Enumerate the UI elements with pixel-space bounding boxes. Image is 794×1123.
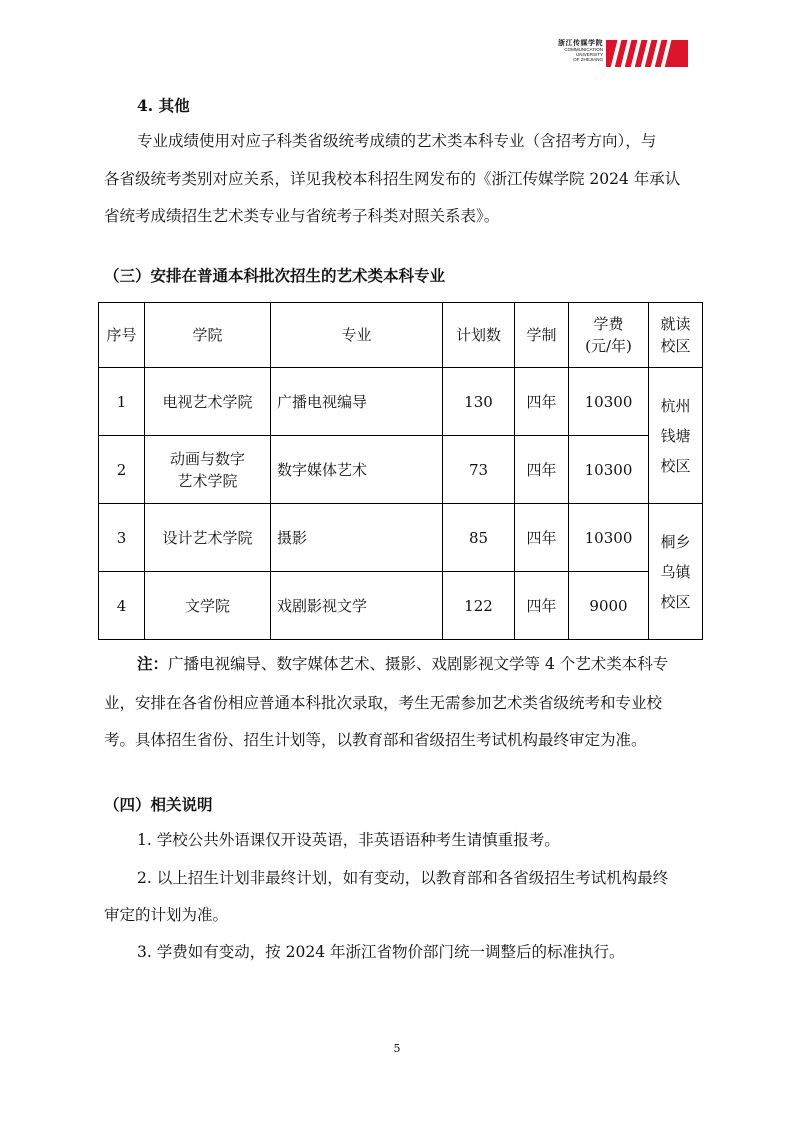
campus-line: 杭州 <box>660 396 691 415</box>
cell-plan: 122 <box>443 572 515 640</box>
note-line-1 <box>137 654 668 674</box>
cell-no: 1 <box>99 368 145 436</box>
note-label: 注： <box>137 654 169 673</box>
campus-line: 桐乡 <box>660 532 691 551</box>
note-text: 广播电视编导、数字媒体艺术、摄影、戏剧影视文学等 4 个艺术类本科专 <box>168 655 669 673</box>
logo-text <box>543 38 603 62</box>
cell-duration: 四年 <box>515 436 569 504</box>
cell-fee: 10300 <box>569 436 649 504</box>
cell-college: 设计艺术学院 <box>145 504 271 572</box>
header-campus-line2: 校区 <box>660 337 691 355</box>
header-cell-no: 序号 <box>99 303 145 368</box>
header-cell-plan: 计划数 <box>443 303 515 368</box>
header-fee-line2: (元/年) <box>585 337 632 355</box>
header-fee-line1: 学费 <box>593 315 624 333</box>
paragraph-line: 省统考成绩招生艺术类专业与省统考子科类对照关系表》。 <box>104 207 500 225</box>
notes-item-1: 1. 学校公共外语课仅开设英语，非英语语种考生请慎重报考。 <box>137 831 560 849</box>
cell-major: 广播电视编导 <box>271 368 443 436</box>
cell-no: 4 <box>99 572 145 640</box>
table-header-row <box>99 303 703 368</box>
page-number: 5 <box>393 1042 401 1055</box>
cell-no: 2 <box>99 436 145 504</box>
header-cell-major: 专业 <box>271 303 443 368</box>
header-cell-fee <box>569 303 649 368</box>
section-heading-other: 4. 其他 <box>137 96 190 115</box>
logo-chinese-name: 浙江传媒学院 <box>558 38 603 47</box>
section-heading-art-majors: （三）安排在普通本科批次招生的艺术类本科专业 <box>104 266 446 285</box>
cell-duration: 四年 <box>515 504 569 572</box>
header-campus-line1: 就读 <box>660 315 691 333</box>
cell-fee: 10300 <box>569 368 649 436</box>
note-line-2: 业，安排在各省份相应普通本科批次录取，考生无需参加艺术类省级统考和专业校 <box>104 694 663 712</box>
university-logo <box>543 38 689 70</box>
campus-line: 校区 <box>660 456 691 475</box>
cell-fee: 10300 <box>569 504 649 572</box>
table-row <box>99 436 703 504</box>
cell-major: 戏剧影视文学 <box>271 572 443 640</box>
cell-duration: 四年 <box>515 572 569 640</box>
cell-college: 电视艺术学院 <box>145 368 271 436</box>
cell-major: 数字媒体艺术 <box>271 436 443 504</box>
logo-english-line-1: COMMUNICATION <box>564 47 603 52</box>
cell-college: 文学院 <box>145 572 271 640</box>
table-row <box>99 504 703 572</box>
paragraph-line: 各省级统考类别对应关系，详见我校本科招生网发布的《浙江传媒学院 2024 年承认 <box>104 170 681 188</box>
campus-line: 校区 <box>660 592 691 611</box>
majors-table <box>98 302 703 640</box>
note-line-3: 考。具体招生省份、招生计划等，以教育部和省级招生考试机构最终审定为准。 <box>104 731 647 749</box>
cell-plan: 130 <box>443 368 515 436</box>
campus-line: 钱塘 <box>660 426 691 445</box>
cell-campus-hangzhou <box>649 368 703 504</box>
header-cell-duration: 学制 <box>515 303 569 368</box>
cell-duration: 四年 <box>515 368 569 436</box>
cell-campus-tongxiang <box>649 504 703 640</box>
cell-college <box>145 436 271 504</box>
cell-no: 3 <box>99 504 145 572</box>
table-row <box>99 572 703 640</box>
logo-red-stripes-icon <box>606 40 688 67</box>
college-line: 动画与数字 <box>169 449 245 468</box>
header-cell-campus <box>649 303 703 368</box>
header-cell-college: 学院 <box>145 303 271 368</box>
notes-item-2: 2. 以上招生计划非最终计划，如有变动，以教育部和各省级招生考试机构最终 <box>137 869 669 887</box>
cell-plan: 73 <box>443 436 515 504</box>
logo-english-line-3: OF ZHEJIANG <box>573 57 603 62</box>
notes-item-2-cont: 审定的计划为准。 <box>104 906 229 924</box>
notes-item-3: 3. 学费如有变动，按 2024 年浙江省物价部门统一调整后的标准执行。 <box>137 943 625 961</box>
table-row <box>99 368 703 436</box>
paragraph-line: 专业成绩使用对应子科类省级统考成绩的艺术类本科专业（含招考方向），与 <box>137 132 657 150</box>
college-line: 艺术学院 <box>177 471 238 490</box>
cell-major: 摄影 <box>271 504 443 572</box>
cell-plan: 85 <box>443 504 515 572</box>
cell-fee: 9000 <box>569 572 649 640</box>
section-heading-notes: （四）相关说明 <box>104 795 213 814</box>
campus-line: 乌镇 <box>660 562 691 581</box>
logo-english-line-2: UNIVERSITY <box>575 52 603 57</box>
